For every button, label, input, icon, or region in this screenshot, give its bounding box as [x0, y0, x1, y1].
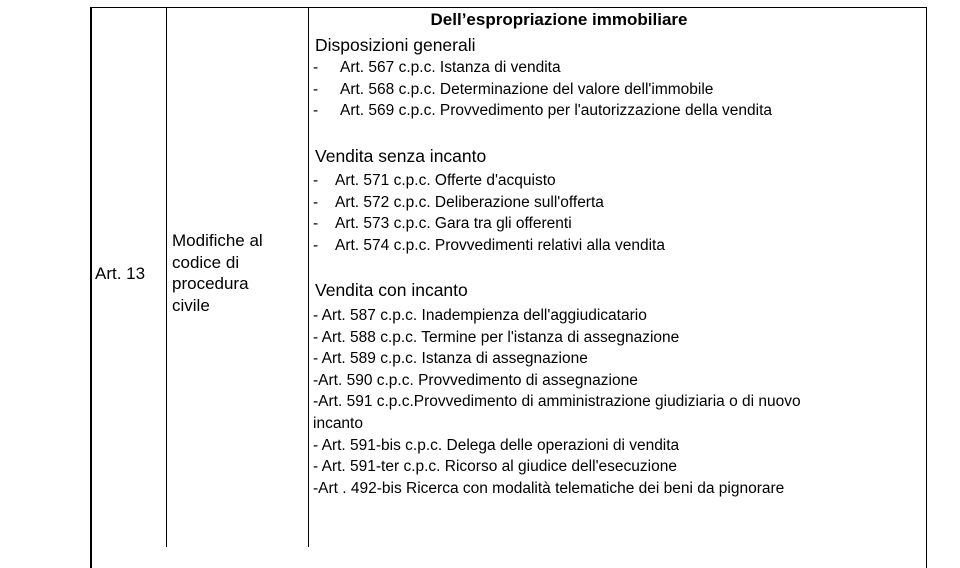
list-item: - Art. 567 c.p.c. Istanza di vendita [313, 59, 561, 76]
list-item: -Art . 492-bis Ricerca con modalità telematiche dei beni da pignorare [313, 479, 785, 497]
topic-line: codice di [172, 252, 240, 272]
subheading-sale-without-auction: Vendita senza incanto [315, 146, 487, 166]
sale-without-auction-list [313, 170, 665, 256]
article-topic [172, 230, 263, 316]
article-number: Art. 13 [95, 264, 146, 283]
topic-line: Modifiche al [172, 231, 263, 250]
list-item: - Art. 591-bis c.p.c. Delega delle operazioni di vendita [313, 436, 680, 454]
list-item: - Art. 571 c.p.c. Offerte d'acquisto [313, 172, 556, 189]
topic-line: procedura [172, 274, 249, 293]
column-divider [308, 7, 309, 547]
list-item: - Art. 574 c.p.c. Provvedimenti relativi alla vendita [313, 236, 665, 254]
list-item: - Art. 568 c.p.c. Determinazione del valore dell'immobile [313, 80, 714, 98]
sale-with-auction-list [313, 305, 913, 499]
list-item: - Art. 572 c.p.c. Deliberazione sull'offerta [313, 193, 604, 211]
list-item: - Art. 573 c.p.c. Gara tra gli offerenti [313, 215, 572, 232]
list-item: -Art. 590 c.p.c. Provvedimento di assegnazione [313, 371, 638, 389]
list-item: - Art. 588 c.p.c. Termine per l'istanza di assegnazione [313, 328, 680, 346]
list-item: - Art. 589 c.p.c. Istanza di assegnazione [313, 350, 588, 368]
section-title: Dell’espropriazione immobiliare [430, 10, 688, 29]
subheading-sale-with-auction: Vendita con incanto [315, 280, 468, 300]
list-item: - Art. 587 c.p.c. Inadempienza dell'aggiudicatario [313, 307, 647, 324]
list-item: incanto [313, 414, 363, 432]
column-divider [166, 7, 167, 547]
list-item: - Art. 591-ter c.p.c. Ricorso al giudice dell'esecuzione [313, 458, 677, 476]
general-provisions-list [313, 57, 772, 122]
list-item: -Art. 591 c.p.c.Provvedimento di amministrazione giudiziaria o di nuovo [313, 393, 801, 411]
topic-line: civile [172, 295, 210, 315]
list-item: - Art. 569 c.p.c. Provvedimento per l'autorizzazione della vendita [313, 102, 773, 119]
subheading-general-provisions: Disposizioni generali [315, 35, 476, 55]
